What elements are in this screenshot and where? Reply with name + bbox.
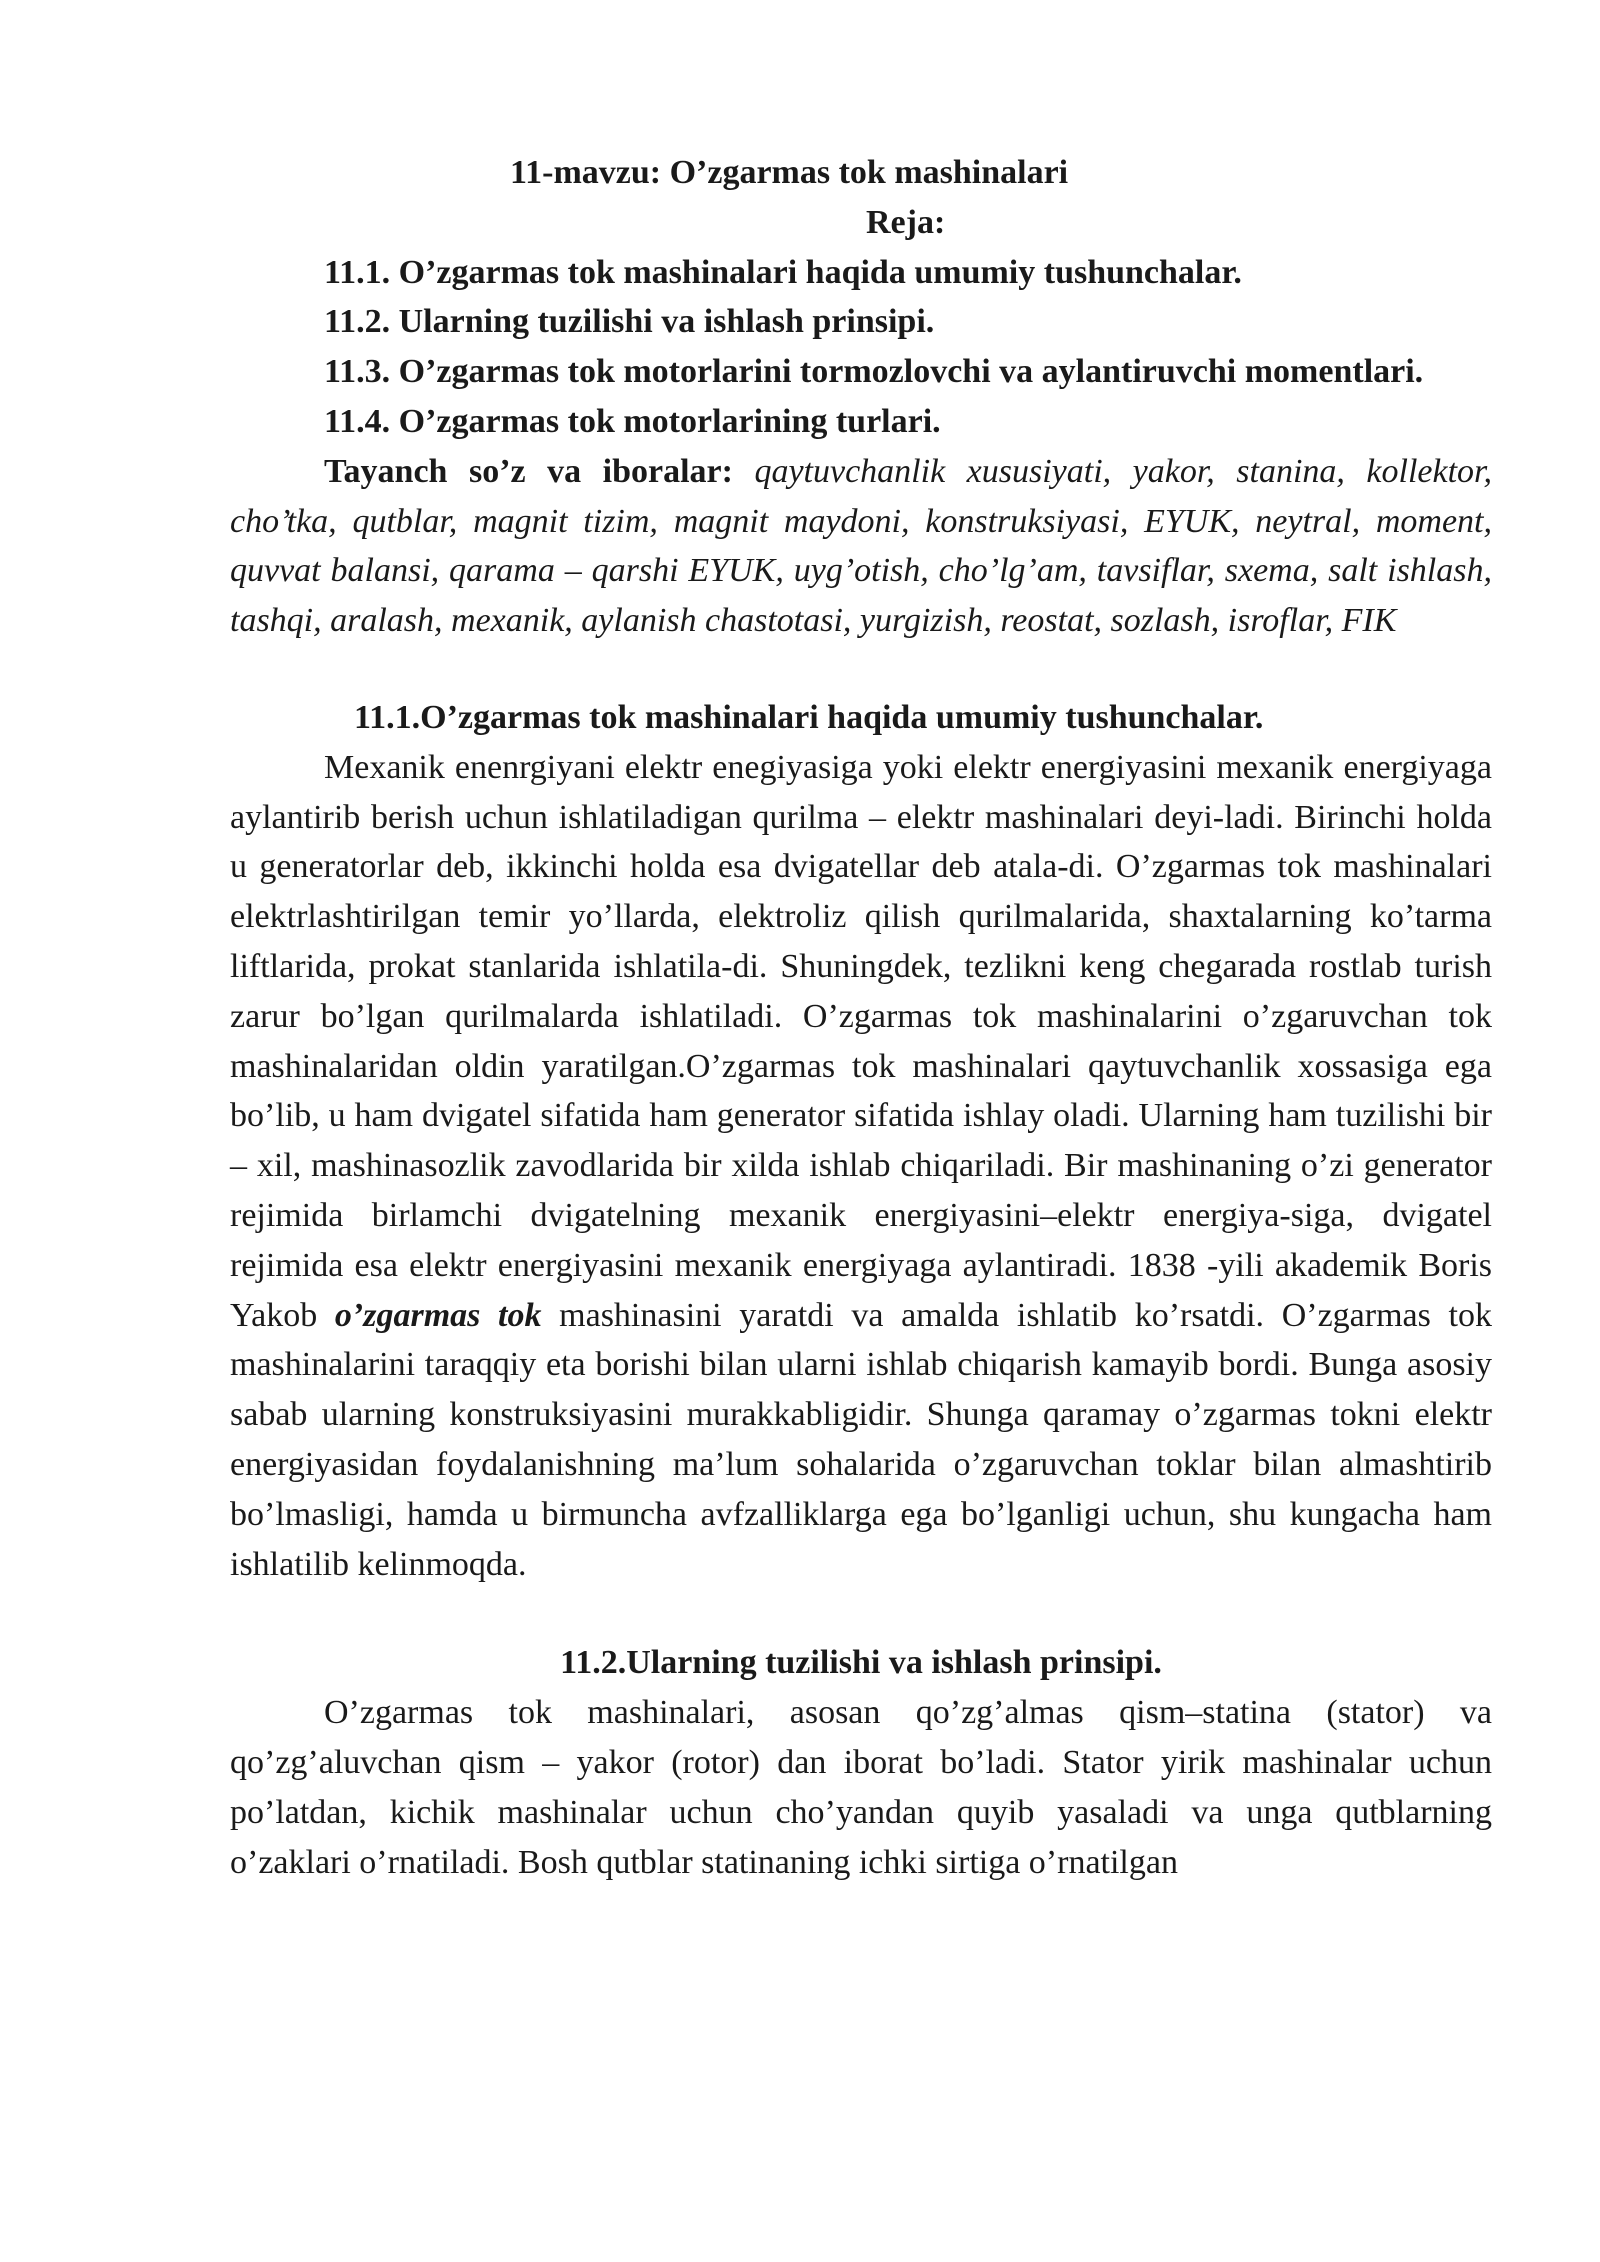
section-1-text-after: mashinasini yaratdi va amalda ishlatib ko’rsatdi. O’zgarmas tok mashinalarini taraqqiy eta borishi bilan ularni ishlab chiqarish kamayib bordi. Bunga asosiy sabab ularning konstruksiyasini murakkabligidir. Shunga qaramay o’zgarmas tokni elektr energiyasidan foydalanishning ma’lum sohalarida o’zgaruvchan toklar bilan almashtirib bo’lmasligi, hamda u birmuncha avfzalliklarga ega bo’lganligi uchun, shu kungacha ham ishlatilib kelinmoqda. (230, 1296, 1492, 1583)
section-1-heading: 11.1.O’zgarmas tok mashinalari haqida umumiy tushunchalar. (354, 698, 1264, 736)
document-page (230, 148, 1492, 1887)
section-1-emphasis: o’zgarmas tok (334, 1296, 542, 1334)
section-1-text-before: Mexanik enenrgiyani elektr enegiyasiga yoki elektr energiyasini mexanik energiyaga aylantirib berish uchun ishlatiladigan qurilma – elektr mashinalari deyi-ladi. Birinchi holda u generatorlar deb, ikkinchi holda esa dvigatellar deb atala-di. O’zgarmas tok mashinalari elektrlashtirilgan temir yo’llarda, elektroliz qilish qurilmalarida, shaxtalarning ko’tarma liftlarida, prokat stanlarida ishlatila-di. Shuningdek, tezlikni keng chegarada rostlab turish zarur bo’lgan qurilmalarda ishlatiladi. O’zgarmas tok mashinalarini o’zgaruvchan tok mashinalaridan oldin yaratilgan.O’zgarmas tok mashinalari qaytuvchanlik xossasiga ega bo’lib, u ham dvigatel sifatida ham generator sifatida ishlay oladi. Ularning ham tuzilishi bir – xil, mashinasozlik zavodlarida bir xilda ishlab chiqariladi. Bir mashinaning o’zi generator rejimida birlamchi dvigatelning mexanik energiyasini–elektr energiya-siga, dvigatel rejimida esa elektr energiyasini mexanik energiyaga aylantiradi. 1838 -yili akademik Boris Yakob (230, 748, 1492, 1334)
keywords-paragraph (230, 447, 1492, 646)
section-1-paragraph (230, 743, 1492, 1590)
plan-item-3: 11.3. O’zgarmas tok motorlarini tormozlovchi va aylantiruvchi momentlari. (324, 353, 1424, 391)
section-2-paragraph: O’zgarmas tok mashinalari, asosan qo’zg’almas qism–statina (stator) va qo’zg’aluvchan qism – yakor (rotor) dan iborat bo’ladi. Stator yirik mashinalar uchun po’latdan, kichik mashinalar uchun cho’yandan quyib yasaladi va unga qutblarning o’zaklari o’rnatiladi. Bosh qutblar statinaning ichki sirtiga o’rnatilgan (230, 1694, 1492, 1881)
plan-item-2: 11.2. Ularning tuzilishi va ishlash prinsipi. (324, 303, 935, 341)
keywords-text: qaytuvchanlik xususiyati, yakor, stanina, kollektor, cho’tka, qutblar, magnit tizim, magnit maydoni, konstruksiyasi, EYUK, neytral, moment, quvvat balansi, qarama – qarshi EYUK, uyg’otish, cho’lg’am, tavsiflar, sxema, salt ishlash, tashqi, aralash, mexanik, aylanish chastotasi, yurgizish, reostat, sozlash, isroflar, FIK (230, 452, 1493, 640)
page-title: 11-mavzu: O’zgarmas tok mashinalari (510, 154, 1069, 191)
plan-item-1: 11.1. O’zgarmas tok mashinalari haqida umumiy tushunchalar. (324, 253, 1242, 291)
keywords-label: Tayanch so’z va iboralar: (324, 452, 733, 490)
section-2-heading: 11.2.Ularning tuzilishi va ishlash prinsipi. (560, 1644, 1162, 1682)
plan-label: Reja: (866, 203, 946, 241)
plan-item-4: 11.4. O’zgarmas tok motorlarining turlari. (324, 402, 941, 440)
